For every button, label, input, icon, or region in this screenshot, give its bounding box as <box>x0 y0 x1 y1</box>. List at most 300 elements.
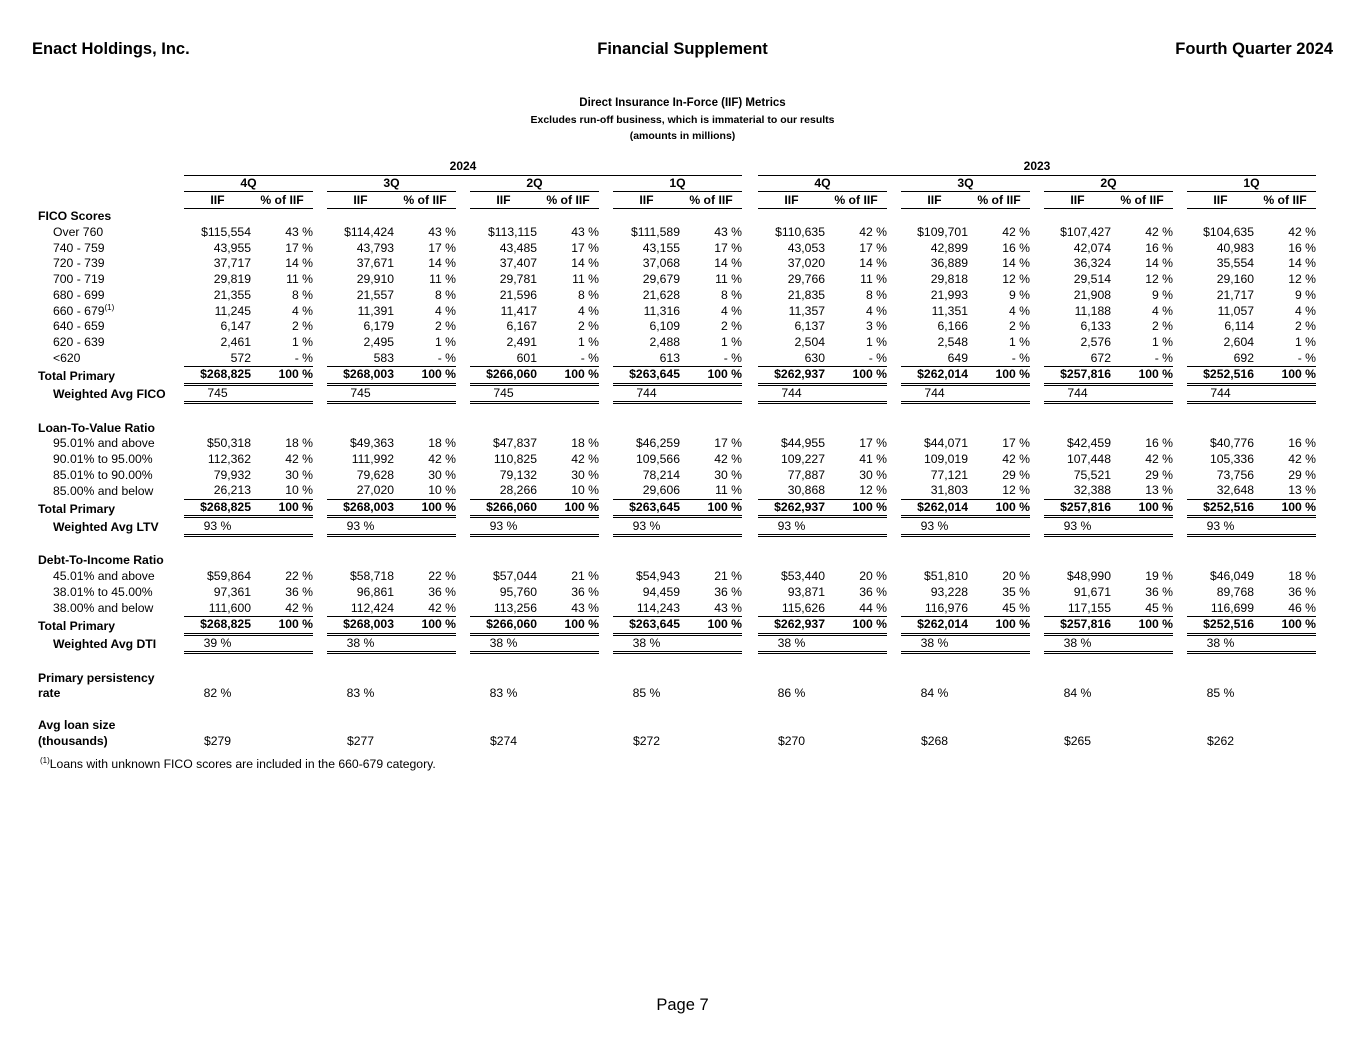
weighted-avg-row <box>38 636 1316 655</box>
pct-value: - % <box>1111 350 1173 367</box>
column-gap <box>742 225 758 241</box>
total-pct-value: 100 % <box>537 617 599 636</box>
blank-cell <box>251 733 313 749</box>
blank-cell <box>1254 636 1316 655</box>
column-gap <box>313 686 327 702</box>
blank-cell <box>1111 518 1173 537</box>
weighted-avg-row <box>38 386 1316 405</box>
total-iif-value: $266,060 <box>470 617 537 636</box>
column-gap <box>1030 436 1044 452</box>
pct-value: 44 % <box>825 600 887 617</box>
blank-cell <box>251 386 313 405</box>
total-iif-value: $262,014 <box>901 367 968 386</box>
column-gap <box>887 319 901 335</box>
table-row <box>38 452 1316 468</box>
pct-value: 43 % <box>714 225 742 240</box>
iif-value: 36,889 <box>930 256 968 271</box>
column-gap <box>599 569 613 585</box>
column-gap <box>456 452 470 468</box>
pct-value: 42 % <box>394 600 456 617</box>
total-iif-value: $262,014 <box>901 617 968 636</box>
iif-value: 11,391 <box>357 303 394 318</box>
avg-loan-size-row <box>38 718 1316 734</box>
iif-value: 672 <box>1044 350 1111 367</box>
total-iif-value: $268,825 <box>184 617 251 636</box>
column-gap <box>742 303 758 319</box>
iif-value: 2,576 <box>1080 334 1111 349</box>
iif-value: 109,227 <box>780 452 825 467</box>
pct-value: 17 % <box>714 436 742 451</box>
iif-value: 21,628 <box>642 287 680 302</box>
total-label: Total Primary <box>38 501 115 516</box>
pct-value: 11 % <box>860 272 887 287</box>
iif-value: $46,259 <box>635 436 680 451</box>
spacer-row <box>38 404 1316 420</box>
total-pct-value: 100 % <box>825 617 887 636</box>
pct-value: 46 % <box>1254 600 1316 617</box>
iif-value: $59,864 <box>206 569 251 584</box>
pct-value: 21 % <box>571 569 599 584</box>
total-pct-value: 100 % <box>251 367 313 386</box>
pct-value: 8 % <box>865 287 887 302</box>
column-gap <box>1173 240 1187 256</box>
column-gap <box>1030 367 1044 386</box>
pct-value: 42 % <box>1288 225 1316 240</box>
weighted-avg-value: 93 % <box>184 518 251 537</box>
table-row <box>38 335 1316 351</box>
section-title: FICO Scores <box>38 209 112 224</box>
iif-value: 2,488 <box>649 334 680 349</box>
column-gap <box>742 483 758 500</box>
iif-value: 21,355 <box>213 287 251 302</box>
pct-value: 36 % <box>714 584 742 599</box>
iif-column-header: IIF <box>613 192 680 209</box>
total-iif-value: $252,516 <box>1187 617 1254 636</box>
persistency-label-2: rate <box>38 686 61 701</box>
column-header-row <box>38 192 1316 209</box>
iif-value: $50,318 <box>206 436 251 451</box>
total-pct-value: 100 % <box>537 500 599 519</box>
quarter-header: 3Q <box>327 176 456 193</box>
column-gap <box>313 636 327 655</box>
column-gap <box>313 367 327 386</box>
column-gap <box>313 600 327 617</box>
pct-value: 16 % <box>1288 436 1316 451</box>
iif-value: 29,781 <box>499 272 537 287</box>
avg-loan-size-value: $279 <box>203 733 232 748</box>
column-gap <box>599 467 613 483</box>
iif-value: 112,362 <box>207 452 251 467</box>
iif-value: 37,020 <box>787 256 825 271</box>
weighted-avg-value: 93 % <box>613 518 680 537</box>
iif-value: 37,671 <box>356 256 394 271</box>
iif-value: 116,976 <box>901 600 968 617</box>
pct-value: 14 % <box>1288 256 1316 271</box>
iif-value: 35,554 <box>1216 256 1254 271</box>
column-gap <box>742 350 758 367</box>
column-gap <box>1030 500 1044 519</box>
weighted-avg-value: 744 <box>613 386 680 405</box>
row-label-text: Over 760 <box>53 225 104 240</box>
column-gap <box>887 585 901 601</box>
column-gap <box>1173 272 1187 288</box>
column-gap <box>1030 569 1044 585</box>
column-gap <box>599 386 613 405</box>
blank-cell <box>968 518 1030 537</box>
total-iif-value: $268,825 <box>184 367 251 386</box>
column-gap <box>456 350 470 367</box>
row-label-text: 700 - 719 <box>53 272 105 287</box>
column-gap <box>887 386 901 405</box>
iif-value: 29,766 <box>787 272 825 287</box>
table-subtitle: Excludes run-off business, which is immaterial to our results <box>530 114 835 126</box>
pct-value: 36 % <box>571 584 599 599</box>
row-label <box>38 272 184 288</box>
pct-value: 11 % <box>286 272 313 287</box>
pct-value: 36 % <box>859 584 887 599</box>
pct-value: 42 % <box>1002 452 1030 467</box>
iif-value: $114,424 <box>344 225 394 240</box>
column-gap <box>1173 585 1187 601</box>
column-gap <box>742 686 758 702</box>
pct-value: 4 % <box>1008 303 1030 318</box>
column-gap <box>887 225 901 241</box>
row-label <box>38 303 184 319</box>
total-pct-value: 100 % <box>394 617 456 636</box>
pct-value: 1 % <box>720 334 742 349</box>
iif-value: 79,628 <box>356 467 394 482</box>
iif-value: 111,992 <box>351 452 394 467</box>
blank-cell <box>825 636 887 655</box>
column-gap <box>1030 256 1044 272</box>
pct-value: 4 % <box>720 303 742 318</box>
pct-value: 1 % <box>434 334 456 349</box>
pct-value: 11 % <box>572 272 599 287</box>
persistency-value: 82 % <box>203 686 232 701</box>
total-pct-value: 100 % <box>1111 367 1173 386</box>
iif-value: 11,057 <box>1217 303 1254 318</box>
pct-value: 12 % <box>1145 272 1173 287</box>
pct-value: 14 % <box>1145 256 1173 271</box>
blank-cell <box>1111 636 1173 655</box>
spacer-row <box>38 537 1316 553</box>
column-gap <box>599 518 613 537</box>
pct-value: 18 % <box>285 436 313 451</box>
column-gap <box>887 467 901 483</box>
blank-cell <box>251 518 313 537</box>
column-gap <box>313 452 327 468</box>
persistency-values-row <box>38 686 1316 702</box>
column-gap <box>887 483 901 500</box>
blank-cell <box>680 518 742 537</box>
persistency-value: 85 % <box>1206 686 1235 701</box>
column-gap <box>887 350 901 367</box>
iif-value: 583 <box>327 350 394 367</box>
pct-value: 2 % <box>1008 319 1030 334</box>
total-pct-value: 100 % <box>825 367 887 386</box>
column-gap <box>1173 319 1187 335</box>
iif-value: $57,044 <box>492 569 537 584</box>
iif-value: 43,485 <box>499 240 537 255</box>
blank-cell <box>680 686 742 702</box>
total-pct-value: 100 % <box>680 500 742 519</box>
blank-cell <box>825 733 887 749</box>
total-pct-value: 100 % <box>1111 500 1173 519</box>
pct-value: 8 % <box>434 287 456 302</box>
blank-cell <box>38 404 1316 420</box>
row-label-text: 90.01% to 95.00% <box>53 452 153 467</box>
weighted-avg-value: 38 % <box>758 636 825 655</box>
quarter-header: 2Q <box>1044 176 1173 193</box>
iif-value: 6,166 <box>937 319 968 334</box>
footnote-marker: (1) <box>40 755 50 765</box>
table-units: (amounts in millions) <box>629 130 736 142</box>
column-gap <box>1030 350 1044 367</box>
column-gap <box>1030 467 1044 483</box>
table-row <box>38 436 1316 452</box>
pct-value: 42 % <box>571 452 599 467</box>
column-gap <box>313 436 327 452</box>
column-gap <box>742 436 758 452</box>
column-gap <box>1030 386 1044 405</box>
company-name: Enact Holdings, Inc. <box>32 40 190 58</box>
pct-value: 12 % <box>825 483 887 500</box>
pct-value: - % <box>394 350 456 367</box>
blank-cell <box>537 636 599 655</box>
table-row <box>38 483 1316 500</box>
avg-loan-size-value: $270 <box>777 733 806 748</box>
pct-value: 9 % <box>1294 287 1316 302</box>
pct-value: 41 % <box>859 452 887 467</box>
footnote <box>40 757 436 771</box>
pct-column-header: % of IIF <box>825 192 887 209</box>
column-gap <box>456 319 470 335</box>
column-gap <box>1173 350 1187 367</box>
row-label <box>38 256 184 272</box>
total-pct-value: 100 % <box>968 500 1030 519</box>
pct-column-header: % of IIF <box>251 192 313 209</box>
iif-value: 6,133 <box>1080 319 1111 334</box>
blank-cell <box>825 518 887 537</box>
weighted-avg-value: 38 % <box>613 636 680 655</box>
iif-value: 95,760 <box>499 584 537 599</box>
pct-value: 1 % <box>865 334 887 349</box>
column-gap <box>742 500 758 519</box>
column-gap <box>599 256 613 272</box>
pct-value: 4 % <box>1294 303 1316 318</box>
column-gap <box>456 500 470 519</box>
iif-column-header: IIF <box>470 192 537 209</box>
pct-value: - % <box>1254 350 1316 367</box>
blank-cell <box>38 176 184 193</box>
column-gap <box>599 303 613 319</box>
column-gap <box>456 617 470 636</box>
persistency-value: 85 % <box>632 686 661 701</box>
column-gap <box>1030 192 1044 209</box>
spacer-row <box>38 654 1316 670</box>
column-gap <box>313 303 327 319</box>
row-label <box>38 240 184 256</box>
weighted-avg-value: 93 % <box>1187 518 1254 537</box>
weighted-avg-row <box>38 518 1316 537</box>
row-label <box>38 585 184 601</box>
total-pct-value: 100 % <box>1111 617 1173 636</box>
iif-value: 613 <box>613 350 680 367</box>
column-gap <box>742 272 758 288</box>
iif-value: 692 <box>1187 350 1254 367</box>
pct-value: 45 % <box>1111 600 1173 617</box>
column-gap <box>313 272 327 288</box>
column-gap <box>456 585 470 601</box>
blank-cell <box>394 636 456 655</box>
iif-value: 29,818 <box>930 272 968 287</box>
iif-value: 113,256 <box>470 600 537 617</box>
avg-loan-size-label: Avg loan size <box>38 717 116 732</box>
avg-loan-size-value: $262 <box>1206 733 1235 748</box>
column-gap <box>313 225 327 241</box>
avg-loan-size-value: $272 <box>632 733 661 748</box>
iif-value: 32,648 <box>1187 483 1254 500</box>
iif-value: 21,596 <box>499 287 537 302</box>
total-row <box>38 367 1316 386</box>
blank-cell <box>38 702 1316 718</box>
year-header-row <box>38 159 1316 176</box>
total-iif-value: $262,937 <box>758 500 825 519</box>
pct-value: - % <box>251 350 313 367</box>
pct-value: 45 % <box>968 600 1030 617</box>
total-iif-value: $268,825 <box>184 500 251 519</box>
column-gap <box>887 367 901 386</box>
column-gap <box>313 319 327 335</box>
total-pct-value: 100 % <box>825 500 887 519</box>
column-gap <box>887 518 901 537</box>
column-gap <box>456 256 470 272</box>
column-gap <box>313 350 327 367</box>
pct-value: 43 % <box>285 225 313 240</box>
quarter-header: 1Q <box>1187 176 1316 193</box>
iif-value: $47,837 <box>492 436 537 451</box>
pct-value: 13 % <box>1254 483 1316 500</box>
iif-metrics-table <box>38 159 1316 749</box>
pct-value: 4 % <box>865 303 887 318</box>
table-row <box>38 319 1316 335</box>
iif-value: 11,245 <box>214 303 251 318</box>
column-gap <box>313 386 327 405</box>
weighted-avg-value: 744 <box>901 386 968 405</box>
total-pct-value: 100 % <box>251 617 313 636</box>
iif-value: 43,053 <box>787 240 825 255</box>
column-gap <box>313 483 327 500</box>
iif-value: $113,115 <box>487 225 537 240</box>
pct-value: 20 % <box>1002 569 1030 584</box>
footnote-text: Loans with unknown FICO scores are included in the 660-679 category. <box>49 757 436 771</box>
column-gap <box>742 600 758 617</box>
iif-value: 2,461 <box>220 334 251 349</box>
column-gap <box>1173 500 1187 519</box>
iif-value: 117,155 <box>1044 600 1111 617</box>
column-gap <box>599 319 613 335</box>
pct-value: 30 % <box>571 467 599 482</box>
blank-cell <box>1111 386 1173 405</box>
pct-value: - % <box>537 350 599 367</box>
iif-value: $44,071 <box>923 436 968 451</box>
pct-value: 42 % <box>1288 452 1316 467</box>
avg-loan-size-value: $265 <box>1063 733 1092 748</box>
pct-value: 14 % <box>1002 256 1030 271</box>
total-iif-value: $263,645 <box>613 367 680 386</box>
column-gap <box>887 686 901 702</box>
blank-cell <box>184 670 1316 686</box>
row-label-text: <620 <box>53 351 81 366</box>
total-iif-value: $252,516 <box>1187 367 1254 386</box>
iif-value: 6,109 <box>649 319 680 334</box>
pct-value: 12 % <box>1002 272 1030 287</box>
column-gap <box>1173 467 1187 483</box>
iif-value: 115,626 <box>758 600 825 617</box>
weighted-avg-value: 744 <box>758 386 825 405</box>
column-gap <box>313 288 327 304</box>
total-iif-value: $262,937 <box>758 367 825 386</box>
weighted-avg-value: 39 % <box>184 636 251 655</box>
column-gap <box>1173 176 1187 193</box>
row-label <box>38 467 184 483</box>
pct-value: 2 % <box>577 319 599 334</box>
total-iif-value: $257,816 <box>1044 500 1111 519</box>
column-gap <box>1173 452 1187 468</box>
iif-value: $53,440 <box>780 569 825 584</box>
column-gap <box>742 733 758 749</box>
persistency-value: 84 % <box>920 686 949 701</box>
page-number: Page 7 <box>656 996 709 1014</box>
column-gap <box>313 617 327 636</box>
total-iif-value: $262,014 <box>901 500 968 519</box>
iif-value: 77,121 <box>930 467 968 482</box>
pct-value: 14 % <box>859 256 887 271</box>
iif-value: 77,887 <box>787 467 825 482</box>
iif-value: 30,868 <box>758 483 825 500</box>
column-gap <box>1030 288 1044 304</box>
row-label-text: 45.01% and above <box>53 569 155 584</box>
pct-value: 42 % <box>285 452 313 467</box>
quarter-header-row <box>38 176 1316 193</box>
pct-value: 4 % <box>291 303 313 318</box>
column-gap <box>887 617 901 636</box>
section-row <box>38 420 1316 436</box>
weighted-avg-label: Weighted Avg DTI <box>53 637 157 652</box>
row-label-text: 680 - 699 <box>53 287 105 302</box>
blank-cell <box>1254 518 1316 537</box>
column-gap <box>456 176 470 193</box>
iif-value: 111,600 <box>184 600 251 617</box>
iif-value: 29,819 <box>213 272 251 287</box>
total-iif-value: $263,645 <box>613 617 680 636</box>
column-gap <box>742 176 758 193</box>
pct-value: 18 % <box>571 436 599 451</box>
iif-column-header: IIF <box>758 192 825 209</box>
column-gap <box>456 569 470 585</box>
pct-value: 2 % <box>720 319 742 334</box>
column-gap <box>1173 600 1187 617</box>
weighted-avg-value: 93 % <box>470 518 537 537</box>
blank-cell <box>680 636 742 655</box>
report-period: Fourth Quarter 2024 <box>1175 40 1333 58</box>
avg-loan-size-value: $274 <box>489 733 518 748</box>
iif-value: 21,993 <box>930 287 968 302</box>
iif-value: 109,019 <box>923 452 968 467</box>
pct-value: 13 % <box>1111 483 1173 500</box>
column-gap <box>742 288 758 304</box>
iif-value: 2,495 <box>363 334 394 349</box>
